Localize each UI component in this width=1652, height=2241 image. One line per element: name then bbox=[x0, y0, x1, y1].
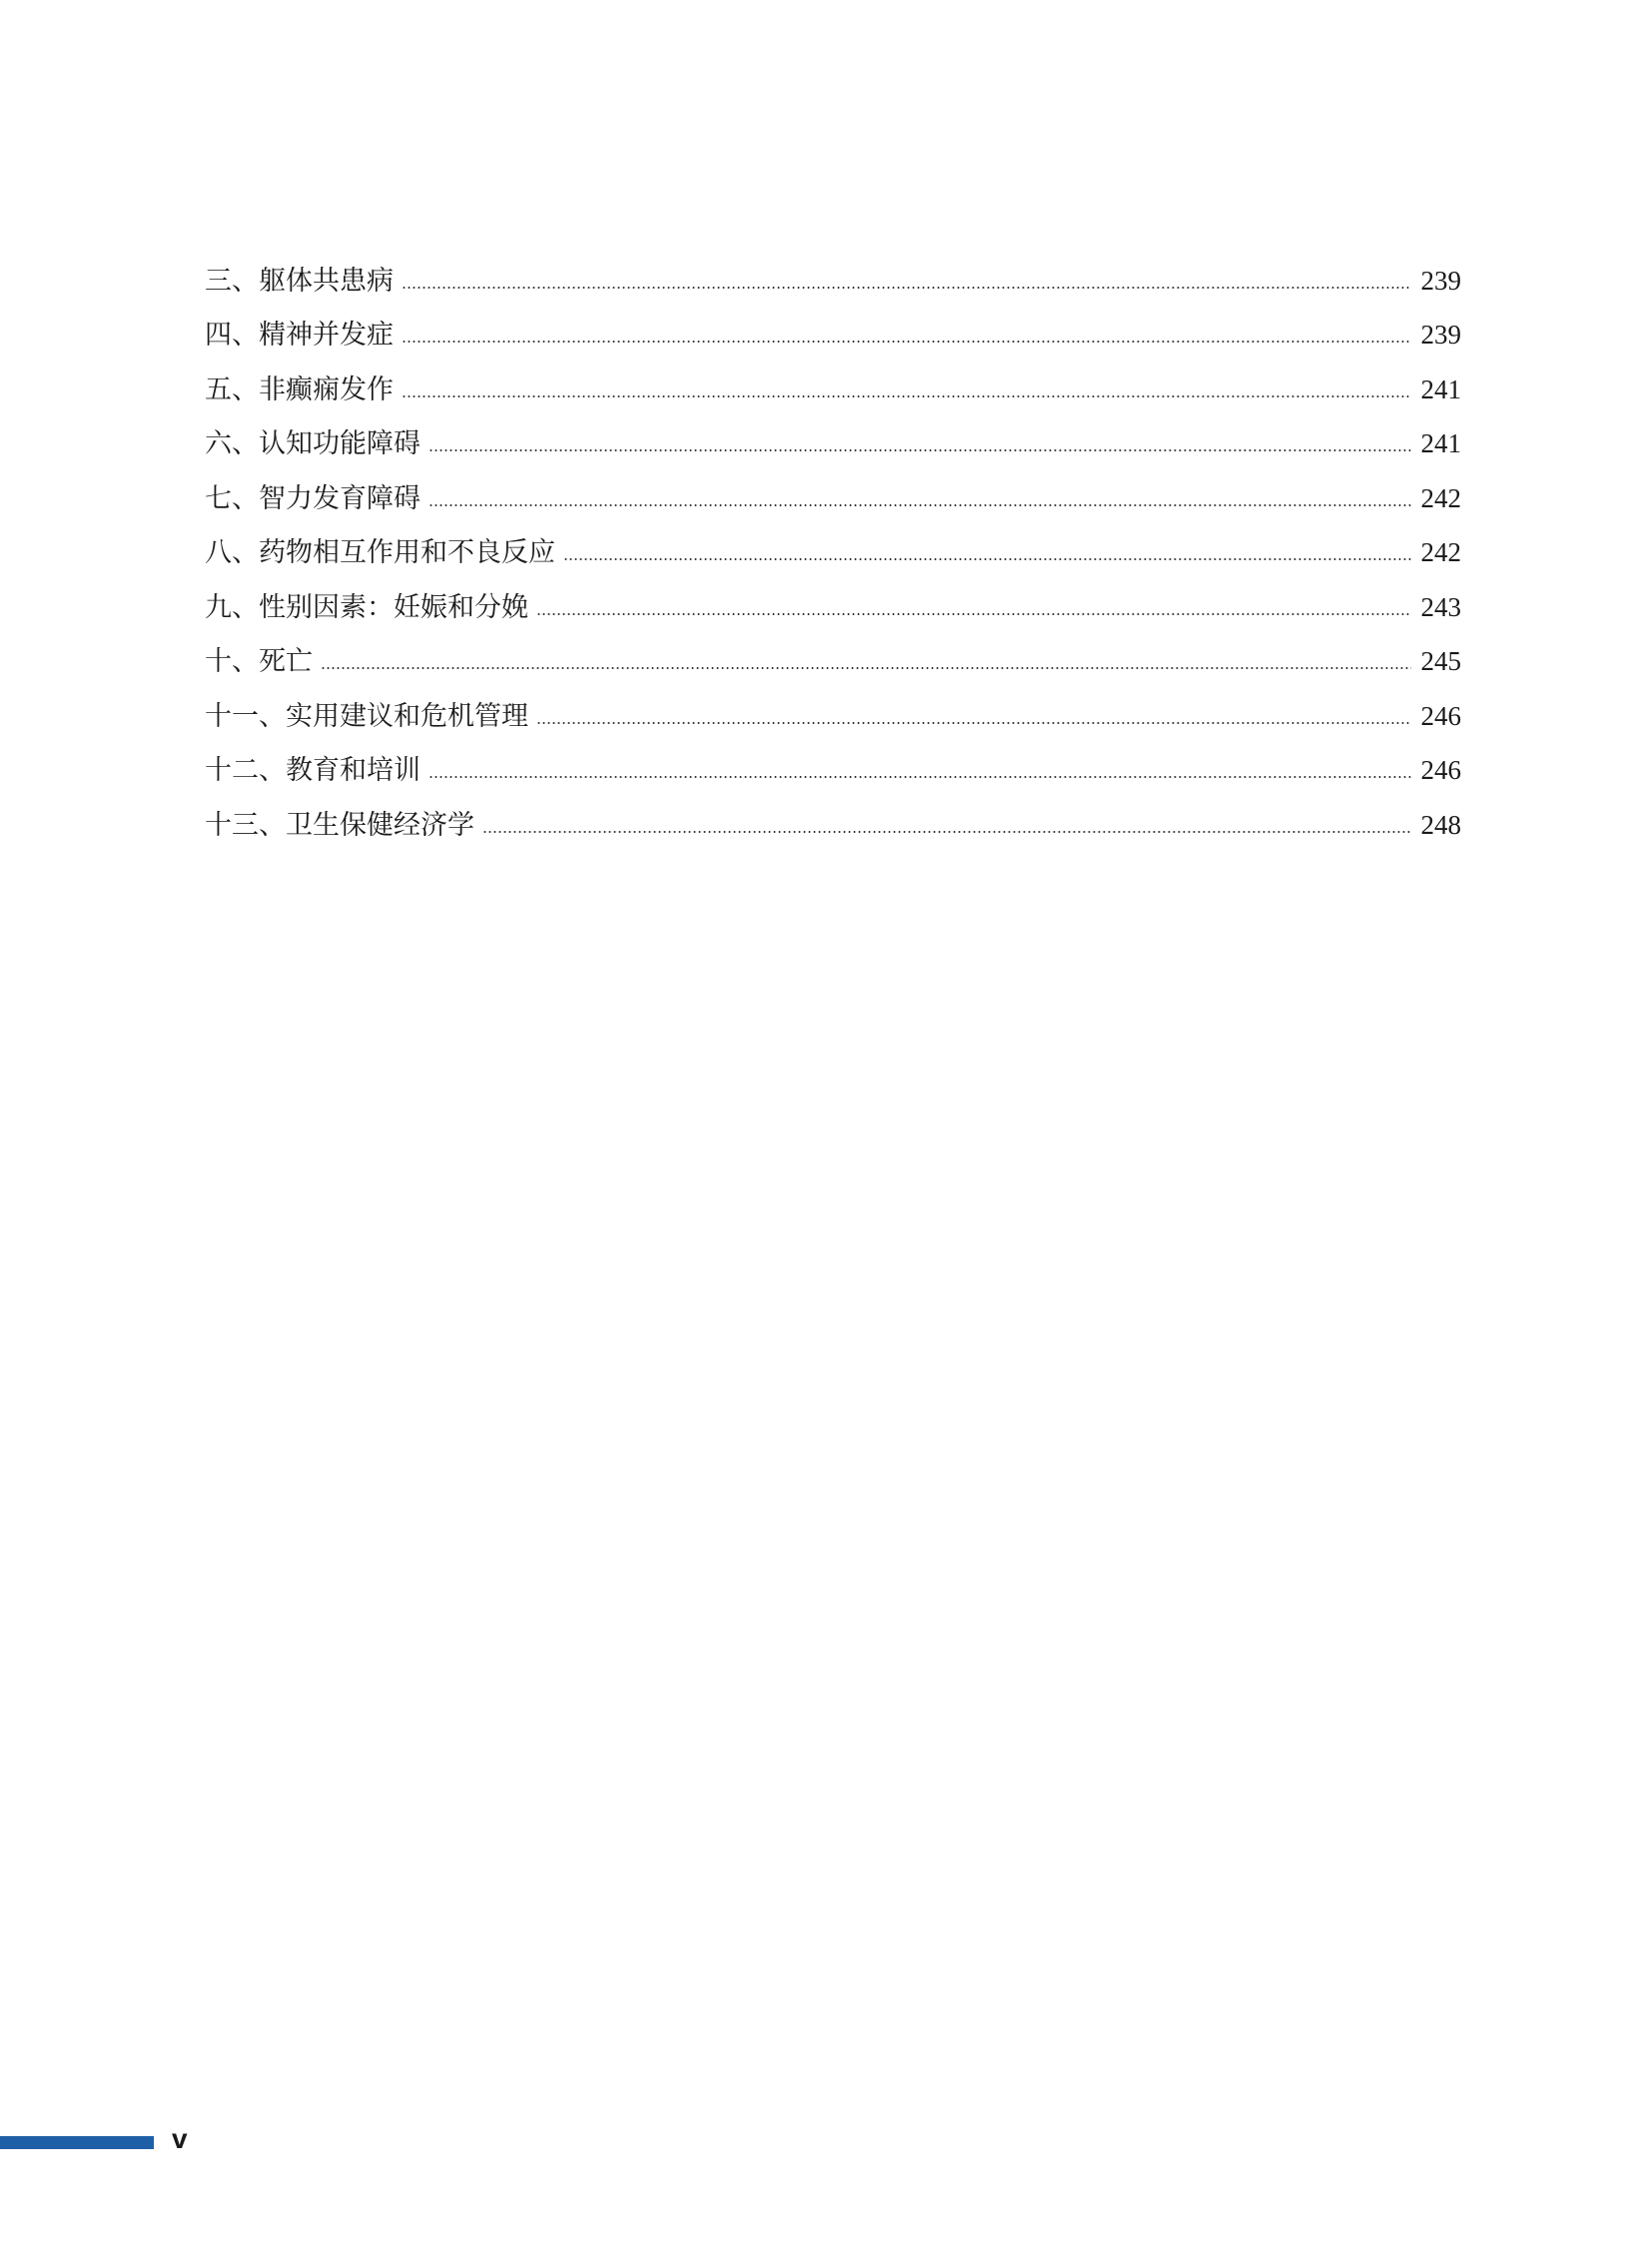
toc-leader-dots bbox=[536, 613, 1411, 615]
toc-entry-page: 242 bbox=[1420, 482, 1461, 513]
toc-entry-title: 十三、卫生保健经济学 bbox=[205, 809, 474, 841]
toc-entry[interactable] bbox=[205, 512, 1461, 567]
toc-leader-dots bbox=[428, 504, 1411, 506]
page-number: v bbox=[172, 2123, 188, 2154]
toc-entry-title: 三、躯体共患病 bbox=[205, 265, 394, 297]
toc-entry-page: 246 bbox=[1420, 700, 1461, 731]
toc-leader-dots bbox=[428, 776, 1411, 778]
table-of-contents bbox=[205, 240, 1461, 839]
toc-leader-dots bbox=[402, 341, 1411, 343]
toc-entry[interactable] bbox=[205, 621, 1461, 676]
toc-entry[interactable] bbox=[205, 784, 1461, 839]
toc-entry[interactable] bbox=[205, 349, 1461, 403]
toc-leader-dots bbox=[321, 667, 1411, 669]
footer-accent-bar bbox=[0, 2136, 154, 2149]
toc-entry[interactable] bbox=[205, 730, 1461, 785]
toc-leader-dots bbox=[563, 558, 1411, 560]
toc-entry-title: 五、非癫痫发作 bbox=[205, 374, 394, 405]
toc-entry[interactable] bbox=[205, 295, 1461, 350]
toc-entry-page: 242 bbox=[1420, 537, 1461, 567]
toc-entry[interactable] bbox=[205, 457, 1461, 512]
toc-entry-page: 248 bbox=[1420, 809, 1461, 840]
toc-entry-title: 四、精神并发症 bbox=[205, 320, 394, 351]
toc-entry-title: 十一、实用建议和危机管理 bbox=[205, 700, 528, 732]
toc-entry[interactable] bbox=[205, 403, 1461, 458]
toc-entry-title: 六、认知功能障碍 bbox=[205, 428, 420, 459]
toc-entry-page: 245 bbox=[1420, 646, 1461, 676]
toc-entry[interactable] bbox=[205, 566, 1461, 621]
toc-entry[interactable] bbox=[205, 240, 1461, 295]
toc-entry-title: 七、智力发育障碍 bbox=[205, 482, 420, 514]
toc-entry-page: 239 bbox=[1420, 320, 1461, 350]
toc-entry-page: 246 bbox=[1420, 755, 1461, 785]
toc-entry-title: 十二、教育和培训 bbox=[205, 755, 420, 786]
toc-entry-page: 243 bbox=[1420, 591, 1461, 622]
toc-entry-title: 八、药物相互作用和不良反应 bbox=[205, 537, 555, 568]
toc-leader-dots bbox=[428, 449, 1411, 451]
toc-entry-page: 241 bbox=[1420, 374, 1461, 404]
toc-entry[interactable] bbox=[205, 675, 1461, 730]
toc-leader-dots bbox=[402, 395, 1411, 397]
toc-entry-page: 241 bbox=[1420, 428, 1461, 458]
toc-entry-title: 九、性别因素：妊娠和分娩 bbox=[205, 591, 528, 623]
toc-leader-dots bbox=[402, 287, 1411, 289]
toc-leader-dots bbox=[482, 831, 1411, 833]
toc-entry-page: 239 bbox=[1420, 265, 1461, 296]
toc-leader-dots bbox=[536, 722, 1411, 724]
toc-entry-title: 十、死亡 bbox=[205, 646, 313, 677]
